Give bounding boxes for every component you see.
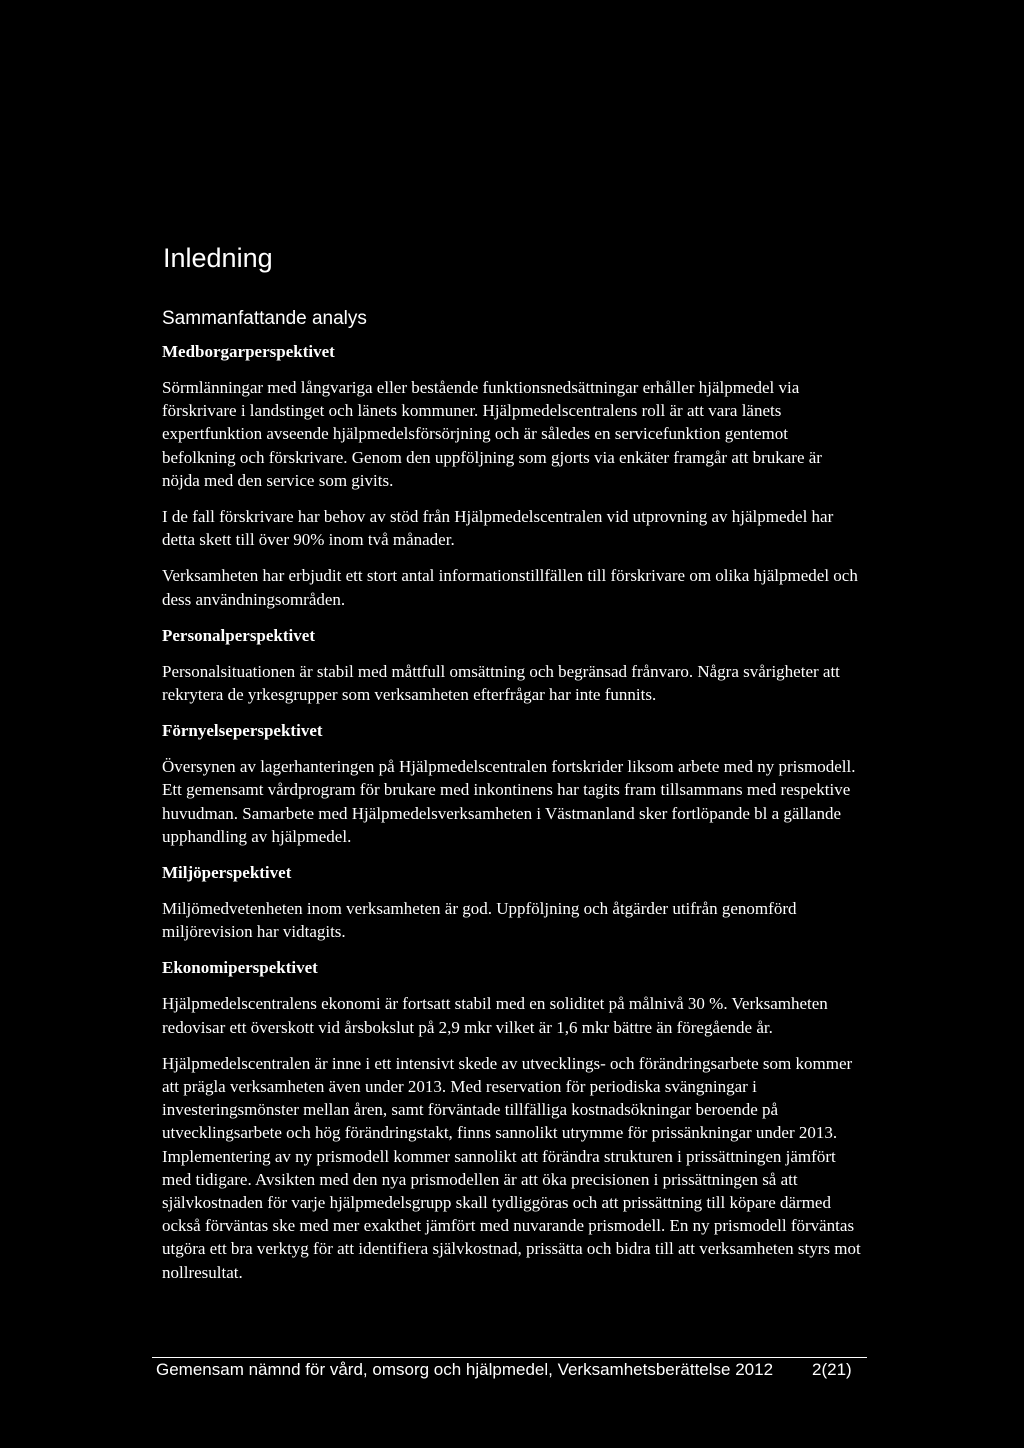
paragraph: Hjälpmedelscentralen är inne i ett intensivt skede av utvecklings- och förändringsarbete som kommer att prägla verksamheten även under 2013. Med reservation för periodiska svängningar i investeringsmönster mellan åren, samt förväntade tillfälliga kostnadsökningar beroende på utvecklingsarbete och hög förändringstakt, finns sannolikt utrymme för prissänkningar under 2013. Implementering av ny prismodell kommer sannolikt att förändra strukturen i prissättningen jämfört med tidigare. Avsikten med den nya prismodellen är att öka precisionen i prissättningen så att självkostnaden för varje hjälpmedelsgrupp skall tydliggöras och att prissättning till köpare därmed också förväntas ske med mer exakthet jämfört med nuvarande prismodell. En ny prismodell förväntas utgöra ett bra verktyg för att identifiera självkostnad, prissätta och bidra till att verksamheten styrs mot nollresultat. bbox=[162, 1053, 861, 1282]
paragraph: Hjälpmedelscentralens ekonomi är fortsatt stabil med en soliditet på målnivå 30 %. Verksamheten redovisar ett överskott vid årsbokslut på 2,9 mkr vilket är 1,6 mkr bättre än föregående år. bbox=[162, 994, 828, 1037]
paragraph: Miljömedvetenheten inom verksamheten är god. Uppföljning och åtgärder utifrån genomförd miljörevision har vidtagits. bbox=[162, 899, 797, 942]
section-subheading: Sammanfattande analys bbox=[162, 308, 367, 329]
paragraph: Personalsituationen är stabil med måttfull omsättning och begränsad frånvaro. Några svårigheter att rekrytera de yrkesgrupper som verksamheten efterfrågar har inte funnits. bbox=[162, 661, 840, 705]
section-medborgarperspektivet bbox=[162, 340, 862, 611]
section-title: Medborgarperspektivet bbox=[162, 342, 335, 361]
section-title: Miljöperspektivet bbox=[162, 863, 292, 883]
paragraph: Sörmlänningar med långvariga eller bestående funktionsnedsättningar erhåller hjälpmedel via förskrivare i landstinget och länets kommuner. Hjälpmedelscentralens roll är att vara länets expertfunktion avseende hjälpmedelsförsörjning och är således en servicefunktion gentemot befolkning och förskrivare. Genom den uppföljning som gjorts via enkäter framgår att brukare är nöjda med den service som givits. bbox=[162, 378, 822, 490]
section-personalperspektivet bbox=[162, 624, 862, 706]
section-ekonomiperspektivet bbox=[162, 956, 862, 1283]
section-fornyelseperspektivet bbox=[162, 719, 862, 848]
section-title: Personalperspektivet bbox=[162, 625, 315, 645]
paragraph: Verksamheten har erbjudit ett stort antal informationstillfällen till förskrivare om olika hjälpmedel och dess användningsområden. bbox=[162, 566, 858, 609]
page-title: Inledning bbox=[163, 243, 273, 273]
footer-title: Gemensam nämnd för vård, omsorg och hjälpmedel, Verksamhetsberättelse 2012 bbox=[156, 1360, 774, 1379]
section-miljoperspektivet bbox=[162, 861, 862, 943]
page-number: 2(21) bbox=[812, 1360, 852, 1379]
section-title: Ekonomiperspektivet bbox=[162, 958, 318, 978]
paragraph: Översynen av lagerhanteringen på Hjälpmedelscentralen fortskrider liksom arbete med ny prismodell. Ett gemensamt vårdprogram för brukare med inkontinens har tagits fram tillsammans med respektive huvudman. Samarbete med Hjälpmedelsverksamheten i Västmanland sker fortlöpande bl a gällande upphandling av hjälpmedel. bbox=[162, 757, 856, 846]
paragraph: I de fall förskrivare har behov av stöd från Hjälpmedelscentralen vid utprovning av hjälpmedel har detta skett till över 90% inom två månader. bbox=[162, 507, 834, 550]
document-body bbox=[162, 340, 862, 1297]
section-title: Förnyelseperspektivet bbox=[162, 721, 323, 741]
